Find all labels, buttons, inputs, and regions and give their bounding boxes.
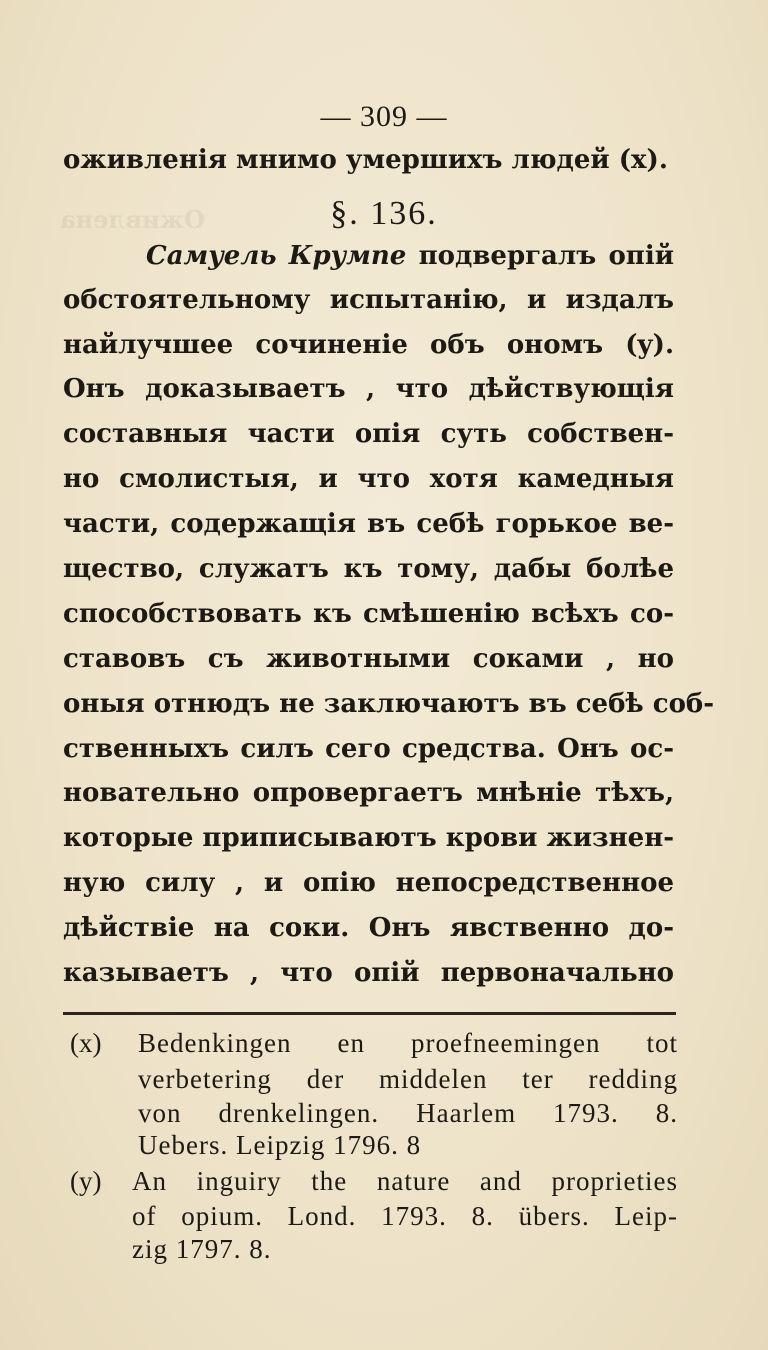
body-line: Онъ доказываетъ , что дѣйствующія: [63, 374, 674, 404]
show-through-text: Оживлена: [60, 205, 205, 234]
footnote-divider: [63, 1012, 676, 1015]
footnote-line: zig 1797. 8.: [132, 1234, 272, 1264]
body-line: оныя отнюдъ не заключаютъ въ себѣ соб-: [63, 689, 715, 719]
body-line: дѣйствіе на соки. Онъ явственно до-: [63, 913, 674, 943]
body-line: обстоятельному испытанію, и издалъ: [63, 285, 674, 315]
body-line: новательно опровергаетъ мнѣніе тѣхъ,: [63, 778, 674, 808]
author-name: Самуель Крумпе: [146, 241, 407, 271]
body-line: ственныхъ силъ сего средства. Онъ ос-: [63, 734, 674, 764]
paragraph-first-line: [146, 236, 674, 276]
body-line: ставовъ съ животными соками , но: [63, 644, 674, 674]
footnote-mark: (y): [70, 1166, 102, 1196]
body-line-first: оживленія мнимо умершихъ людей (x).: [63, 145, 668, 175]
footnote-mark: (x): [70, 1028, 102, 1058]
footnote-line: An inguiry the nature and proprieties: [132, 1166, 678, 1196]
body-line: части, содержащія въ себѣ горькое ве-: [63, 509, 674, 539]
footnote-line: verbetering der middelen ter redding: [138, 1064, 678, 1094]
paragraph-first-line-rest: подвергалъ опій: [418, 241, 674, 271]
body-line: казываетъ , что опій первоначально: [63, 958, 674, 988]
footnote-line: Bedenkingen en proefneemingen tot: [138, 1028, 678, 1058]
body-line: щество, служатъ къ тому, дабы болѣе: [63, 554, 674, 584]
section-heading: §. 136.: [330, 195, 438, 232]
footnote-line: Uebers. Leipzig 1796. 8: [138, 1130, 422, 1160]
body-line: составныя части опія суть собствен-: [63, 419, 674, 449]
body-line: ную силу , и опію непосредственное: [63, 868, 674, 898]
page-number: — 309 —: [320, 100, 448, 133]
body-line: найлучшее сочиненіе объ ономъ (y).: [63, 330, 674, 360]
footnote-line: of opium. Lond. 1793. 8. übers. Leip-: [132, 1201, 678, 1231]
footnote-line: von drenkelingen. Haarlem 1793. 8.: [138, 1098, 678, 1128]
body-line: которые приписываютъ крови жизнен-: [63, 823, 675, 853]
body-line: но смолистыя, и что хотя камедныя: [63, 464, 674, 494]
body-line: способствовать къ смѣшенію всѣхъ со-: [63, 599, 674, 629]
